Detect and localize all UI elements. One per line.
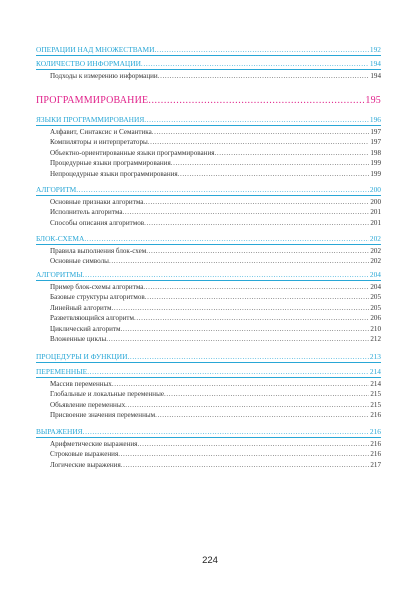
- dot-leader: [125, 400, 369, 410]
- dot-leader: [155, 410, 369, 420]
- toc-subentry[interactable]: [36, 334, 381, 344]
- toc-subentry[interactable]: [36, 400, 381, 410]
- toc-subentry-title: Подходы к измерению информации: [50, 72, 158, 80]
- toc-chapter-programming: [36, 94, 381, 108]
- toc-subentry[interactable]: [36, 197, 381, 207]
- toc-subentry[interactable]: [36, 379, 381, 389]
- toc-subentry[interactable]: [36, 207, 381, 217]
- toc-subentry-title: Циклический алгоритм: [50, 324, 121, 333]
- dot-leader: [111, 303, 369, 313]
- toc-page-ref: 201: [370, 208, 381, 217]
- toc-section-entry[interactable]: [36, 366, 381, 377]
- toc-subentry-title: Глобальные и локальные переменные: [50, 390, 164, 399]
- dot-leader: [87, 366, 369, 377]
- section-rule: [36, 125, 381, 126]
- toc-chapter-title: ПРОГРАММИРОВАНИЕ: [36, 95, 149, 106]
- toc-subentry-title: Присвоение значения переменным: [50, 411, 156, 420]
- dot-leader: [84, 233, 369, 244]
- toc-page-ref: 200: [369, 185, 381, 194]
- toc-subentry[interactable]: [36, 460, 381, 470]
- dot-leader: [123, 207, 370, 217]
- dot-leader: [121, 460, 370, 470]
- dot-leader: [164, 389, 369, 399]
- toc-page-ref: 205: [370, 293, 381, 302]
- toc-subentry-title: Объектно-ориентированные языки программирования: [50, 148, 215, 157]
- toc-page-ref: 202: [369, 234, 381, 243]
- toc-page-ref: 204: [369, 270, 381, 279]
- dot-leader: [106, 334, 369, 344]
- dot-leader: [145, 292, 370, 302]
- toc-page-ref: 197: [370, 138, 381, 147]
- section-rule: [36, 437, 381, 438]
- toc-subentry-title: Основные символы: [50, 257, 109, 266]
- toc-subentry-title: Компиляторы и интерпретаторы: [50, 138, 148, 147]
- toc-subentry[interactable]: [36, 282, 381, 292]
- toc-page-ref: 201: [370, 218, 381, 227]
- dot-leader: [112, 379, 370, 389]
- toc-page-ref: 216: [370, 440, 381, 448]
- toc-subentry[interactable]: [36, 292, 381, 302]
- toc-section-algorithms: [36, 269, 381, 344]
- toc-subentry-title: Арифметические выражения: [50, 440, 138, 448]
- toc-chapter-entry[interactable]: [36, 94, 381, 108]
- toc-page-ref: 215: [370, 400, 381, 409]
- toc-subentry[interactable]: [36, 137, 381, 147]
- dot-leader: [83, 269, 369, 280]
- dot-leader: [144, 218, 369, 228]
- toc-subentry-title: Массив переменных: [50, 380, 112, 388]
- dot-leader: [215, 148, 370, 158]
- section-rule: [36, 280, 381, 281]
- toc-section-title: ЯЗЫКИ ПРОГРАММИРОВАНИЯ: [36, 115, 145, 124]
- dot-leader: [171, 158, 370, 168]
- toc-page-ref: 194: [369, 59, 381, 68]
- toc-section-entry[interactable]: [36, 44, 381, 55]
- toc-section-entry[interactable]: [36, 269, 381, 280]
- toc-page-ref: 204: [370, 283, 381, 291]
- dot-leader: [143, 282, 369, 292]
- dot-leader: [109, 256, 369, 266]
- toc-page-ref: 216: [369, 427, 381, 436]
- dot-leader: [76, 184, 369, 195]
- toc-subentry[interactable]: [36, 410, 381, 420]
- dot-leader: [141, 58, 369, 69]
- toc-page-ref: 213: [369, 352, 381, 361]
- toc-section-entry[interactable]: [36, 426, 381, 437]
- toc-section-entry[interactable]: [36, 58, 381, 69]
- page-number: 224: [202, 555, 218, 566]
- toc-subentry-title: Разветвляющийся алгоритм: [50, 314, 135, 323]
- toc-section-set-operations: [36, 44, 381, 57]
- toc-subentry-title: Основные признаки алгоритма: [50, 198, 144, 206]
- dot-leader: [144, 114, 369, 125]
- toc-section-entry[interactable]: [36, 351, 381, 362]
- toc-subentry-title: Вложенные циклы: [50, 334, 107, 343]
- toc-subentry[interactable]: [36, 324, 381, 334]
- toc-subentry[interactable]: [36, 71, 381, 81]
- section-rule: [36, 195, 381, 196]
- toc-subentry[interactable]: [36, 169, 381, 179]
- section-rule: [36, 362, 381, 363]
- toc-page-ref: 202: [370, 257, 381, 266]
- dot-leader: [83, 426, 369, 437]
- toc-subentry-title: Правила выполнения блок-схем: [50, 247, 147, 255]
- toc-section-title: ВЫРАЖЕНИЯ: [36, 427, 83, 436]
- toc-section-title: ОПЕРАЦИИ НАД МНОЖЕСТВАМИ: [36, 45, 155, 54]
- dot-leader: [154, 44, 368, 55]
- toc-page-ref: 210: [370, 324, 381, 333]
- toc-section-entry[interactable]: [36, 233, 381, 244]
- toc-page-ref: 215: [370, 390, 381, 399]
- toc-page-ref: 202: [370, 247, 381, 255]
- toc-subentry[interactable]: [36, 127, 381, 137]
- dot-leader: [137, 439, 369, 449]
- toc-subentry[interactable]: [36, 158, 381, 168]
- dot-leader: [143, 197, 369, 207]
- dot-leader: [148, 137, 370, 147]
- toc-subentry-title: Объявление переменных: [50, 400, 126, 409]
- toc-page-ref: 206: [370, 314, 381, 323]
- toc-section-title: АЛГОРИТМ: [36, 185, 77, 194]
- dot-leader: [118, 449, 369, 459]
- toc-section-title: ПЕРЕМЕННЫЕ: [36, 367, 88, 376]
- dot-leader: [158, 71, 370, 81]
- dot-leader: [148, 94, 364, 108]
- toc-page-ref: 214: [370, 380, 381, 388]
- toc-subentry[interactable]: [36, 246, 381, 256]
- section-rule: [36, 244, 381, 245]
- toc-page-ref: 205: [370, 303, 381, 312]
- toc-subentry[interactable]: [36, 313, 381, 323]
- toc-section-entry[interactable]: [36, 114, 381, 125]
- dot-leader: [121, 324, 370, 334]
- toc-subentry-title: Пример блок-схемы алгоритма: [50, 283, 144, 291]
- toc-page-ref: 217: [370, 460, 381, 469]
- section-rule: [36, 55, 381, 56]
- toc-section-title: ПРОЦЕДУРЫ И ФУНКЦИИ: [36, 352, 128, 361]
- toc-section-flowchart: [36, 233, 381, 267]
- toc-section-title: КОЛИЧЕСТВО ИНФОРМАЦИИ: [36, 59, 141, 68]
- toc-subentry-title: Процедурные языки программирования: [50, 159, 171, 168]
- toc-subentry-title: Способы описания алгоритмов: [50, 218, 145, 227]
- toc-page-ref: 214: [369, 367, 381, 376]
- toc-section-information-amount: [36, 58, 381, 81]
- toc-page-ref: 216: [370, 450, 381, 459]
- toc-page-ref: 200: [370, 198, 381, 206]
- toc-section-languages: [36, 114, 381, 179]
- toc-subentry-title: Непроцедурные языки программирования: [50, 169, 178, 178]
- toc-section-title: БЛОК-СХЕМА: [36, 234, 85, 243]
- dot-leader: [127, 351, 368, 362]
- dot-leader: [178, 169, 370, 179]
- dot-leader: [152, 127, 370, 137]
- toc-page-ref: 196: [369, 115, 381, 124]
- toc-page-ref: 198: [370, 148, 381, 157]
- toc-subentry[interactable]: [36, 218, 381, 228]
- toc-page-ref: 194: [370, 72, 381, 80]
- toc-subentry[interactable]: [36, 439, 381, 449]
- toc-subentry[interactable]: [36, 256, 381, 266]
- toc-subentry-title: Линейный алгоритм: [50, 303, 112, 312]
- toc-subentry[interactable]: [36, 148, 381, 158]
- toc-page-ref: 199: [370, 169, 381, 178]
- toc-subentry-title: Базовые структуры алгоритмов: [50, 293, 145, 302]
- toc-section-procedures: [36, 351, 381, 364]
- toc-subentry-title: Исполнитель алгоритма: [50, 208, 123, 217]
- toc-section-entry[interactable]: [36, 184, 381, 195]
- toc-subentry-title: Алфавит, Синтаксис и Семантика: [50, 128, 152, 136]
- toc-page-ref: 195: [365, 95, 381, 106]
- section-rule: [36, 69, 381, 70]
- toc-page-ref: 192: [369, 45, 381, 54]
- toc-subentry[interactable]: [36, 449, 381, 459]
- toc-section-variables: [36, 366, 381, 421]
- toc-page-ref: 197: [370, 128, 381, 136]
- toc-section-expressions: [36, 426, 381, 470]
- toc-subentry-title: Строковые выражения: [50, 450, 119, 459]
- toc-subentry[interactable]: [36, 303, 381, 313]
- dot-leader: [134, 313, 369, 323]
- toc-section-title: АЛГОРИТМЫ: [36, 270, 83, 279]
- section-rule: [36, 377, 381, 378]
- toc-page-ref: 199: [370, 159, 381, 168]
- toc-subentry[interactable]: [36, 389, 381, 399]
- toc-subentry-title: Логические выражения: [50, 460, 121, 469]
- toc-page-ref: 216: [370, 411, 381, 420]
- dot-leader: [146, 246, 369, 256]
- toc-section-algorithm: [36, 184, 381, 228]
- toc-page-ref: 212: [370, 334, 381, 343]
